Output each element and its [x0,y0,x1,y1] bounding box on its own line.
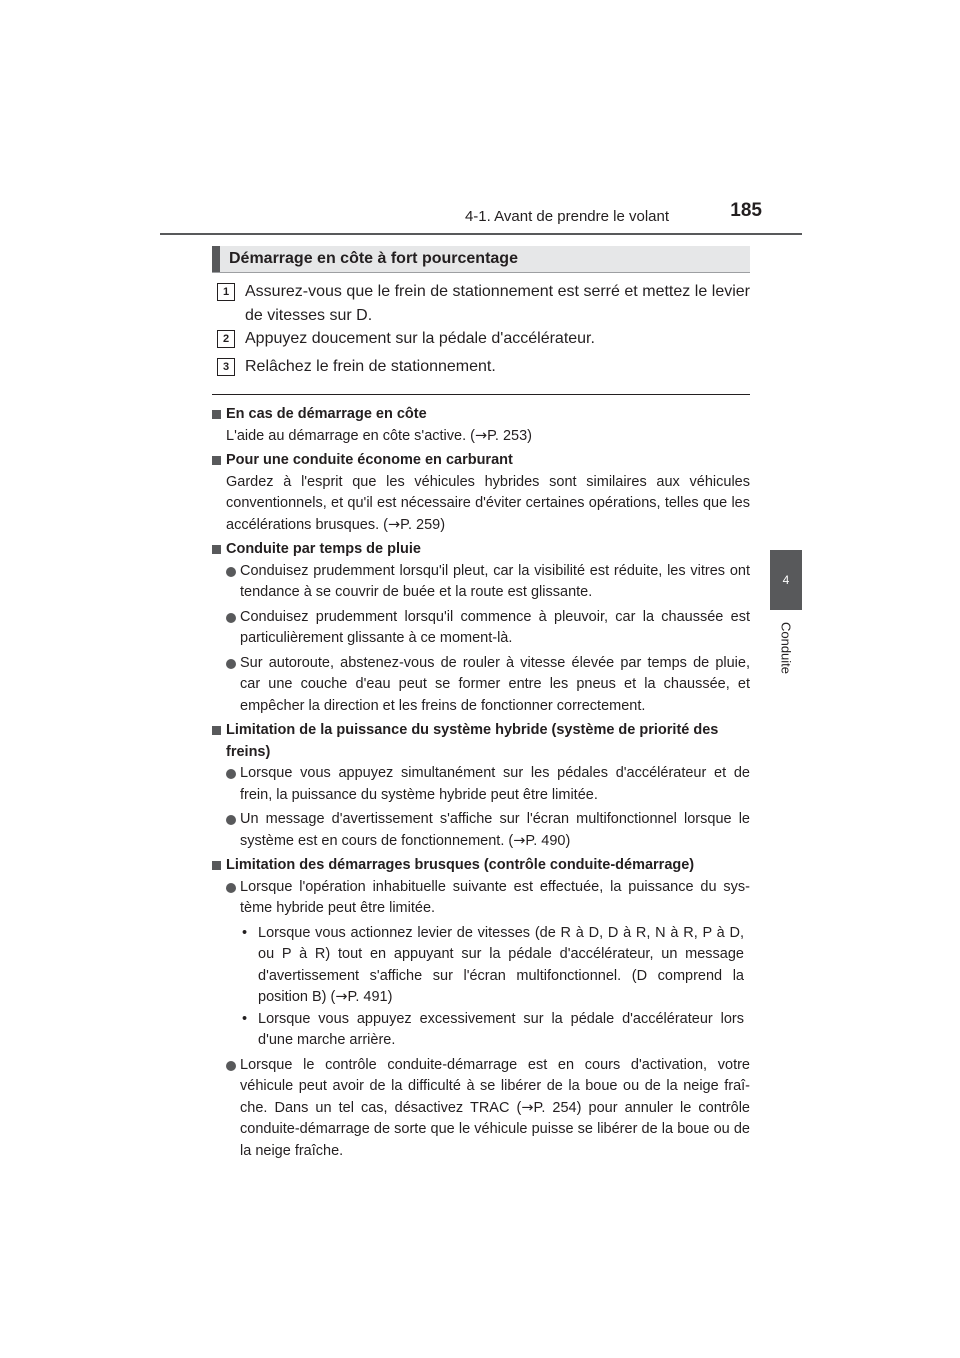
list-item [212,607,750,650]
note-title: Pour une conduite économe en carburant [226,452,513,468]
list-item [212,653,750,718]
step-2 [217,327,750,351]
heading-bar [212,246,220,272]
note-text: L'aide au démarrage en côte s'active. ( [226,427,475,444]
sub-bullet-text [258,923,750,1009]
arrow-right-icon: → [388,516,401,533]
circle-bullet-icon [226,613,236,623]
circle-bullet-icon [226,567,236,577]
note-heading [212,450,750,472]
page-reference: P. 254) pour annuler le contrôle conduite-démarrage de sorte que le véhicule puisse se libérer de la boue ou de la neige fraîche. [240,1099,750,1159]
bullet-text: Conduisez prudemment lorsqu'il pleut, car la visibilité est réduite, les vitres ont tendance à se couvrir de buée et la route est glissante. [240,562,750,600]
note-text: Gardez à l'esprit que les véhicules hybrides sont similaires aux véhicules conventionnels, et qu'il est nécessaire d'éviter certaines opérations, telles que les accélérations brusques. ( [226,473,750,533]
step-number: 1 [217,283,235,301]
step-number: 3 [217,358,235,376]
circle-bullet-icon [226,883,236,893]
sub-bullet-mark: • [242,1010,248,1027]
circle-bullet-icon [226,769,236,779]
list-item [212,763,750,806]
sub-list-item [212,1009,750,1052]
square-bullet-icon [212,456,221,465]
note-heading [212,404,750,426]
page-reference: P. 259) [400,516,446,533]
section-title: Démarrage en côte à fort pourcentage [229,250,518,267]
page-number: 185 [730,200,762,221]
arrow-right-icon: → [521,1099,534,1116]
arrow-right-icon: → [474,427,488,444]
square-bullet-icon [212,861,221,870]
sub-bullet-text: Lorsque vous appuyez excessivement sur la pédale d'accélérateur lors d'une marche arrière. [258,1010,744,1048]
bullet-text: Lorsque l'opération inhabituelle suivante est effectuée, la puissance du sys-tème hybride peut être limitée. [240,878,750,916]
page-reference: P. 490) [525,832,571,849]
note-heading [212,720,750,763]
list-item [212,809,750,852]
chapter-title: 4-1. Avant de prendre le volant [464,208,669,225]
note-title: En cas de démarrage en côte [226,406,427,422]
circle-bullet-icon [226,815,236,825]
square-bullet-icon [212,410,221,419]
page-reference: P. 253) [487,427,533,444]
bullet-text: Sur autoroute, abstenez-vous de rouler à vitesse élevée par temps de pluie, car une couche d'eau peut se former entre les pneus et la chaussée, et empêcher la direction et les freins de fonctionner correctement. [240,654,750,714]
page-reference: P. 491) [347,989,393,1005]
square-bullet-icon [212,726,221,735]
note-heading [212,855,750,877]
note-title: Limitation de la puissance du système hybride (système de priorité des freins) [226,722,719,760]
arrow-right-icon: → [513,832,526,849]
note-heading [212,539,750,561]
circle-bullet-icon [226,659,236,669]
chapter-tab-label: Conduite [778,621,794,675]
note-title: Limitation des démarrages brusques (contrôle conduite-démarrage) [226,857,695,873]
sub-list-item [212,923,750,1009]
step-text: Assurez-vous que le frein de stationnement est serré et mettez le levier de vitesses sur D. [245,283,750,324]
step-3 [217,355,750,379]
bullet-text [240,809,750,852]
step-text: Relâchez le frein de stationnement. [245,358,496,375]
list-item [212,877,750,920]
list-item [212,1055,750,1163]
list-item [212,561,750,604]
step-number: 2 [217,330,235,348]
bullet-text-part: Lorsque le contrôle conduite-démarrage est en cours d'activation, votre véhicule peut avoir de la difficulté à se libérer de la boue ou de la neige fraî-che. Dans un tel cas, désactivez TRAC ( [240,1056,750,1116]
step-text: Appuyez doucement sur la pédale d'accélérateur. [245,330,595,347]
note-title: Conduite par temps de pluie [226,541,421,557]
sub-bullet-text-part: Lorsque vous actionnez levier de vitesses (de R à D, D à R, N à R, P à D, ou P à R) tout en appuyant sur la pédale d'accélérateur, un message d'avertissement s'affiche sur l'écran multifonctionnel. (D comprend la position B) ( [258,924,744,1005]
circle-bullet-icon [226,1061,236,1071]
note-body [212,426,750,448]
square-bullet-icon [212,545,221,554]
bullet-text-part: Un message d'avertissement s'affiche sur l'écran multifonctionnel lorsque le système est en cours de fonctionnement. ( [240,811,750,849]
notes-block [212,401,750,1165]
sub-bullet-mark: • [242,924,248,941]
bullet-text: Lorsque vous appuyez simultanément sur les pédales d'accélérateur et de frein, la puissance du système hybride peut être limitée. [240,765,750,803]
bullet-text: Conduisez prudemment lorsqu'il commence à pleuvoir, car la chaussée est particulièrement glissante à ce moment-là. [240,608,750,646]
step-1 [217,280,750,328]
chapter-tab: 4 [770,550,802,610]
arrow-right-icon: → [335,989,348,1005]
header-divider [160,233,802,235]
bullet-text [240,1055,750,1163]
section-heading [212,246,750,273]
note-body [212,472,750,537]
section-divider [212,394,750,395]
